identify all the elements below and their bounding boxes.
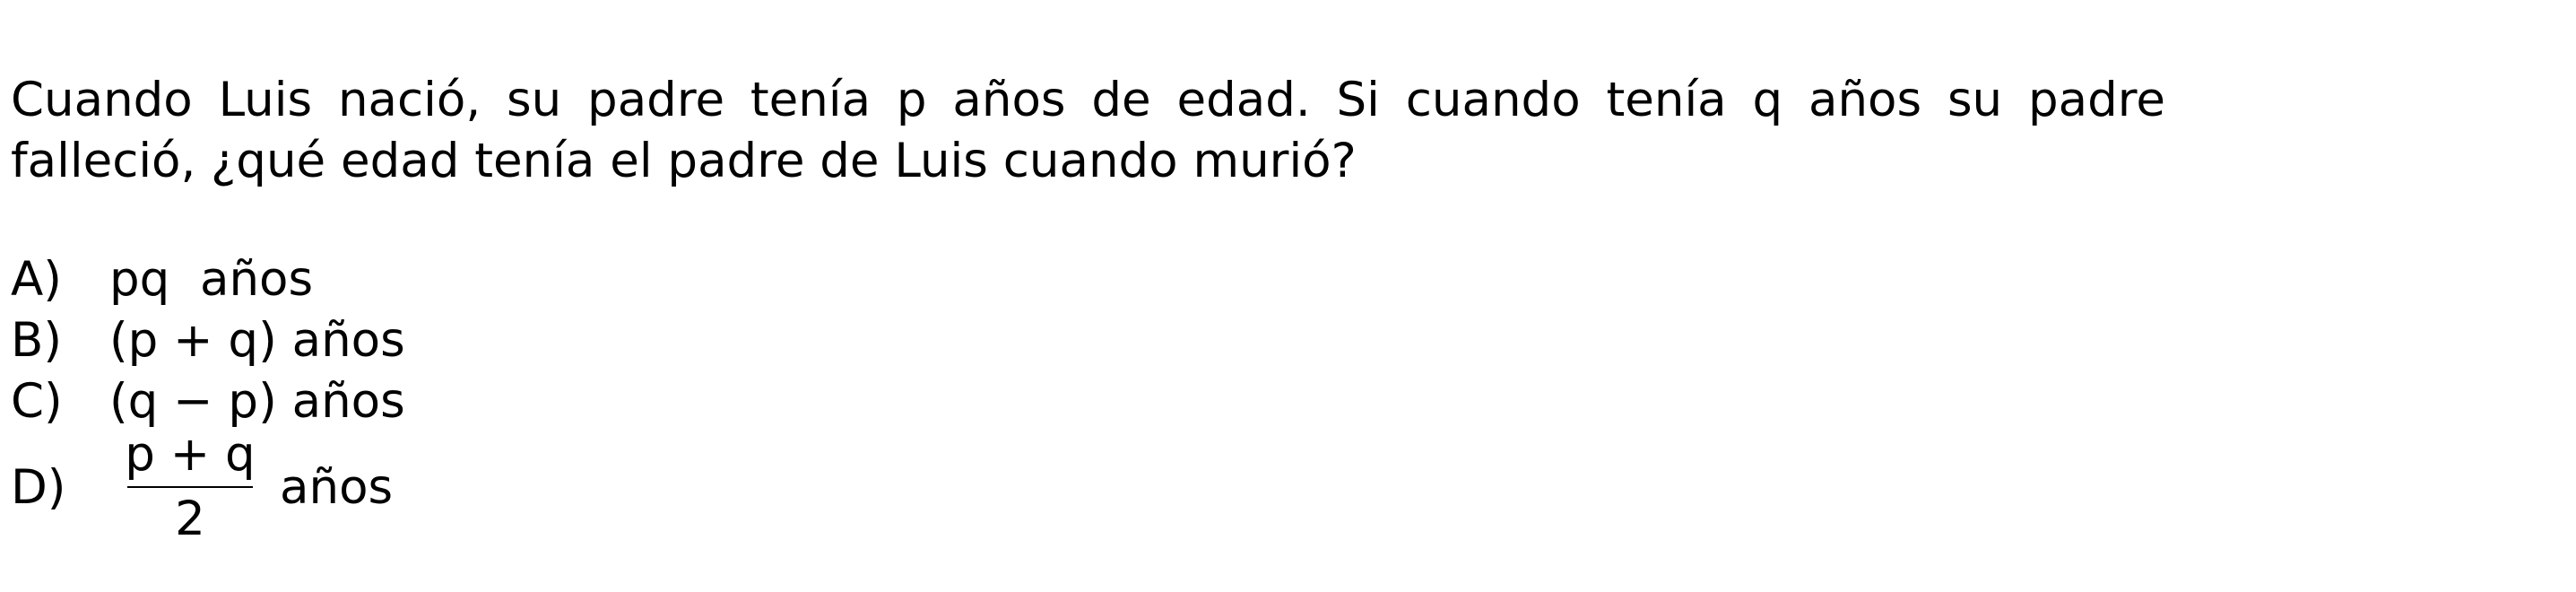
option-c-text: (q − p) años <box>109 374 405 429</box>
question-text <box>11 70 2252 192</box>
option-d-letter: D) <box>11 460 66 515</box>
option-b-letter: B) <box>11 313 63 368</box>
option-a-letter: A) <box>11 252 62 307</box>
question-line-1: Cuando Luis nació, su padre tenía p años de edad. Si cuando tenía q años su padre <box>11 73 2165 127</box>
option-d-unit: años <box>280 460 394 515</box>
option-c-letter: C) <box>11 374 63 429</box>
option-d[interactable] <box>11 427 394 546</box>
option-a[interactable] <box>11 251 313 309</box>
question-line-2: falleció, ¿qué edad tenía el padre de Luis cuando murió? <box>11 134 1357 188</box>
fraction-numerator: p + q <box>125 427 256 482</box>
option-c[interactable] <box>11 373 405 431</box>
option-b[interactable] <box>11 312 405 370</box>
option-b-text: (p + q) años <box>109 313 405 368</box>
fraction-denominator: 2 <box>175 492 205 546</box>
fraction-bar <box>127 486 253 488</box>
option-a-text: pq años <box>109 252 314 307</box>
option-d-fraction <box>118 427 262 547</box>
